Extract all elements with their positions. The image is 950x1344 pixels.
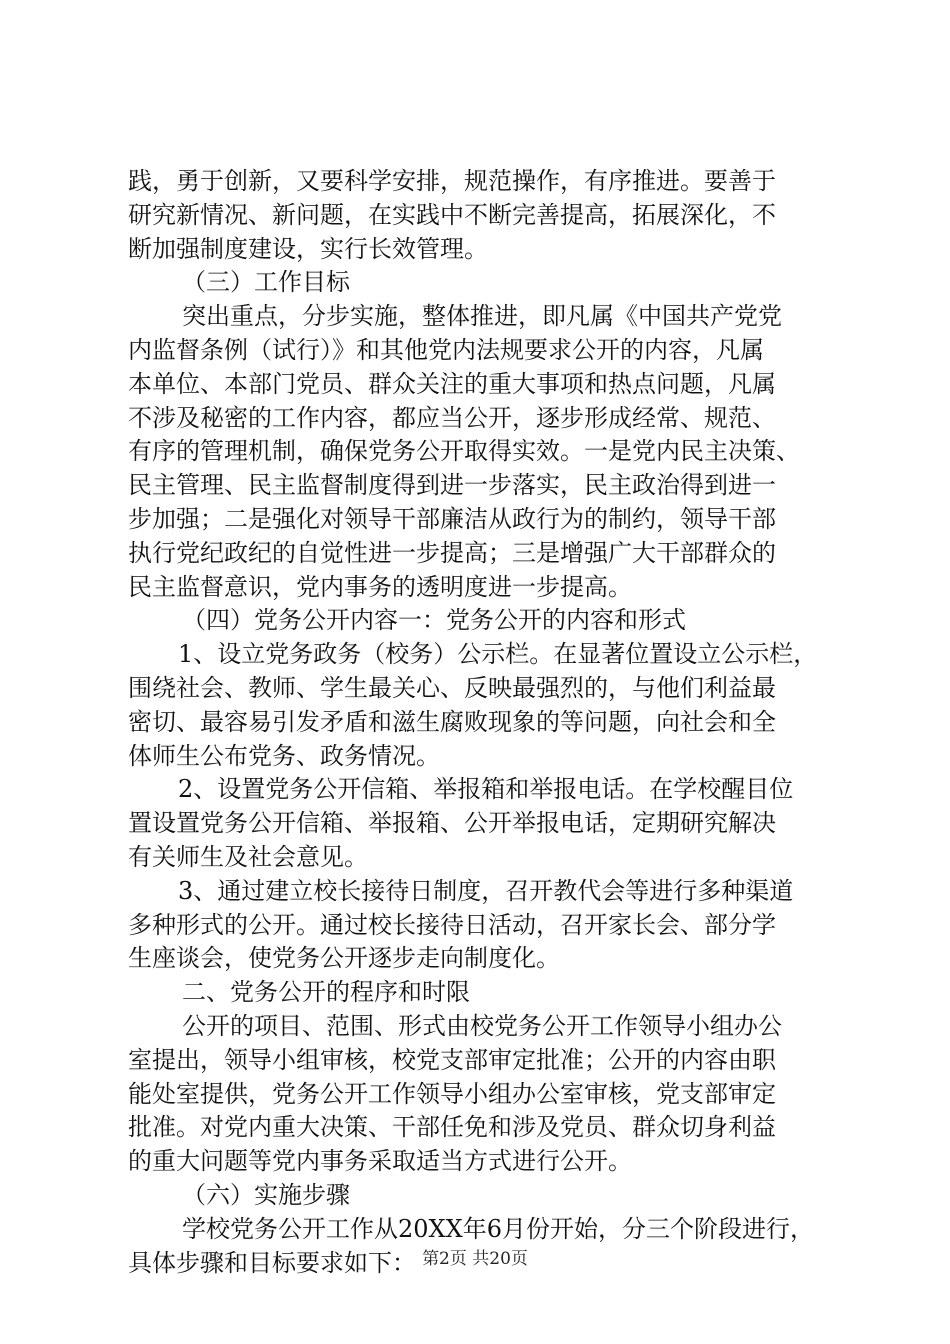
text-line: 践，勇于创新，又要科学安排，规范操作，有序推进。要善于 [128,167,776,195]
text-line: 突出重点，分步实施，整体推进，即凡属《中国共产党党 [182,302,782,331]
text-line: 研究新情况、新问题，在实践中不断完善提高，拓展深化，不 [128,200,776,229]
text-line: 能处室提供，党务公开工作领导小组办公室审核，党支部审定 [128,1079,776,1108]
text-line: 民主监督意识，党内事务的透明度进一步提高。 [128,572,632,601]
text-line: 民主管理、民主监督制度得到进一步落实，民主政治得到进一 [128,471,776,500]
page-number-footer: 第2页 共20页 [422,1249,528,1269]
text-line: 的重大问题等党内事务采取适当方式进行公开。 [128,1147,632,1176]
text-line: 2、设置党务公开信箱、举报箱和举报电话。在学校醒目位 [178,775,794,804]
text-line: 1、设立党务政务（校务）公示栏。在显著位置设立公示栏， [178,640,818,669]
text-line: 不涉及秘密的工作内容，都应当公开，逐步形成经常、规范、 [128,403,776,432]
text-line: 围绕社会、教师、学生最关心、反映最强烈的，与他们利益最 [128,673,776,702]
text-line: 本单位、本部门党员、群众关注的重大事项和热点问题，凡属 [128,369,776,398]
section-heading: 二、党务公开的程序和时限 [182,978,470,1007]
text-line: 批准。对党内重大决策、干部任免和涉及党员、群众切身利益 [128,1113,776,1142]
text-line: 有序的管理机制，确保党务公开取得实效。一是党内民主决策、 [128,437,800,466]
section-heading: （六）实施步骤 [182,1180,350,1209]
text-line: 步加强；二是强化对领导干部廉洁从政行为的制约，领导干部 [128,504,776,533]
text-line: 执行党纪政纪的自觉性进一步提高；三是增强广大干部群众的 [128,538,776,567]
text-line: 室提出，领导小组审核，校党支部审定批准；公开的内容由职 [128,1045,776,1074]
text-line: 学校党务公开工作从20XX年6月份开始，分三个阶段进行， [182,1214,814,1243]
text-line: 公开的项目、范围、形式由校党务公开工作领导小组办公 [182,1011,782,1040]
text-line: 具体步骤和目标要求如下： [128,1248,416,1277]
text-line: 置设置党务公开信箱、举报箱、公开举报电话，定期研究解决 [128,809,776,838]
text-line: 密切、最容易引发矛盾和滋生腐败现象的等问题，向社会和全 [128,707,776,736]
text-line: 多种形式的公开。通过校长接待日活动，召开家长会、部分学 [128,910,776,939]
text-line: 3、通过建立校长接待日制度，召开教代会等进行多种渠道 [178,876,794,905]
text-line: 内监督条例（试行）》和其他党内法规要求公开的内容，凡属 [128,335,764,364]
text-line: 生座谈会，使党务公开逐步走向制度化。 [128,944,560,973]
text-line: 体师生公布党务、政务情况。 [128,741,440,770]
section-heading: （三）工作目标 [182,268,350,297]
document-body [128,165,828,1280]
section-heading: （四）党务公开内容一：党务公开的内容和形式 [182,606,686,635]
text-line: 有关师生及社会意见。 [128,842,368,871]
text-line: 断加强制度建设，实行长效管理。 [128,234,488,263]
